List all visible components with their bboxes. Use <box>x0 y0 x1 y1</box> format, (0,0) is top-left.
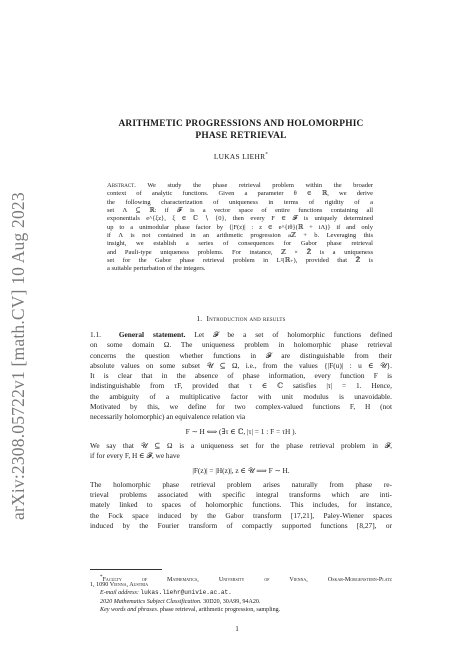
affiliation-line: 1, 1090 Vienna, Austria <box>90 582 149 589</box>
body-line: concerns the question whether functions in 𝓕 are distinguishable from their <box>90 350 392 360</box>
abstract-line: and Pauli-type uniqueness problems. For instance, ℤ × ℤ̃ is a uniqueness <box>107 248 373 256</box>
body-line: The holomorphic phase retrieval problem arises naturally from phase re- <box>90 479 392 489</box>
body-line: mately linked to spaces of holomorphic functions. This includes, for instance, <box>90 500 392 510</box>
equation-uniqueness: |F(z)| = |H(z)|, z ∈ 𝒰 ⟹ F ∼ H. <box>192 465 290 475</box>
body-line: necessarily holomorphic) an equivalence relation via <box>90 412 246 422</box>
abstract-line: set for the Gabor phase retrieval problem in L²(ℝ₊), provided that ℤ̃ is <box>107 257 373 265</box>
author-name: LUKAS LIEHR <box>213 152 266 161</box>
author <box>90 152 392 161</box>
abstract-line: if Λ is not contained in an arithmetic progression aℤ + b. Leveraging this <box>107 232 373 240</box>
abstract-line: context of analytic functions. Given a parameter θ ∈ ℝ, we derive <box>107 190 373 198</box>
body-line: the Fock space induced by the Gabor transform [17,21], Paley-Wiener spaces <box>90 510 392 520</box>
abstract-line: Abstract. We study the phase retrieval problem within the broader <box>107 182 374 189</box>
body-line: on some domain Ω. The uniqueness problem in holomorphic phase retrieval <box>90 340 392 350</box>
body-line: induced by the Fourier transform of compactly supported functions [8,27], or <box>90 521 392 531</box>
abstract <box>107 182 373 274</box>
section-number: 1. <box>196 314 203 323</box>
subsection-number: 1.1. <box>90 330 102 339</box>
abstract-line: the following characterization of uniqueness in terms of rigidity of a <box>107 198 373 206</box>
footnotes <box>90 573 392 614</box>
body-line: 1.1. General statement. Let 𝓕 be a set of holomorphic functions defined <box>90 330 393 339</box>
keywords-line: Key words and phrases. phase retrieval, arithmetic progression, sampling. <box>100 606 281 613</box>
abstract-line: insight, we establish a series of consequences for Gabor phase retrieval <box>107 240 373 248</box>
abstract-line: up to a unimodular phase factor by {|F(z)| : z ∈ e^{iθ}(ℝ + iΛ)} if and only <box>107 223 373 231</box>
body-line: absolute values on some subset 𝒰 ⊆ Ω, i.e., from the values {|F(u)| : u ∈ 𝒰}. <box>90 360 392 370</box>
body-line: the ambiguity of a multiplicative factor with unit modulus is unavoidable. <box>90 391 392 401</box>
abstract-line: exponentials e^{ξz}, ξ ∈ ℂ ∖ {0}, then every F ∈ 𝓕 is uniquely determined <box>107 215 373 223</box>
paper-title <box>90 118 392 142</box>
page-number: 1 <box>235 625 239 633</box>
arxiv-identifier-stamp: arXiv:2308.05722v1 [math.CV] 10 Aug 2023 <box>8 192 28 520</box>
body-line: We say that 𝒰 ⊆ Ω is a uniqueness set for the phase retrieval problem in 𝓕, <box>90 440 392 450</box>
email-line: E-mail address: lukas.liehr@univie.ac.at. <box>100 589 232 597</box>
msc-line: 2020 Mathematics Subject Classification. 30D20, 30A99, 94A20. <box>100 598 261 605</box>
section-heading <box>90 314 392 323</box>
equation-equivalence: F ∼ H ⟺ (∃τ ∈ ℂ, |τ| = 1 : F = τH ). <box>185 426 297 436</box>
body-line: indistinguishable from τF, provided that τ ∈ ℂ satisfies |τ| = 1. Hence, <box>90 381 392 391</box>
body-line: if for every F, H ∈ 𝓕, we have <box>90 451 180 461</box>
abstract-line: set Λ ⊆ ℝ: if 𝓕 is a vector space of entire functions containing all <box>107 207 373 215</box>
subsection-title: General statement. <box>118 330 186 339</box>
abstract-line: a suitable perturbation of the integers. <box>107 265 206 273</box>
body-text <box>90 326 392 531</box>
title-line-1: ARITHMETIC PROGRESSIONS AND HOLOMORPHIC <box>118 119 364 129</box>
author-footnote-mark: * <box>265 152 269 158</box>
section-title: Introduction and results <box>206 314 286 323</box>
title-line-2: PHASE RETRIEVAL <box>195 131 287 141</box>
footnote-rule <box>90 569 162 570</box>
body-line: It is clear that in the absence of phase information, every function F is <box>90 371 392 381</box>
body-line: Motivated by this, we define for two complex-valued functions F, H (not <box>90 402 392 412</box>
email-address: lukas.liehr@univie.ac.at. <box>140 589 232 597</box>
abstract-heading: Abstract. <box>107 182 136 189</box>
body-line: trieval problems associated with specific integral transforms which are inti- <box>90 490 392 500</box>
affiliation-line: *Faculty of Mathematics, University of Vienna, Oskar-Morgenstern-Platz <box>100 574 392 584</box>
